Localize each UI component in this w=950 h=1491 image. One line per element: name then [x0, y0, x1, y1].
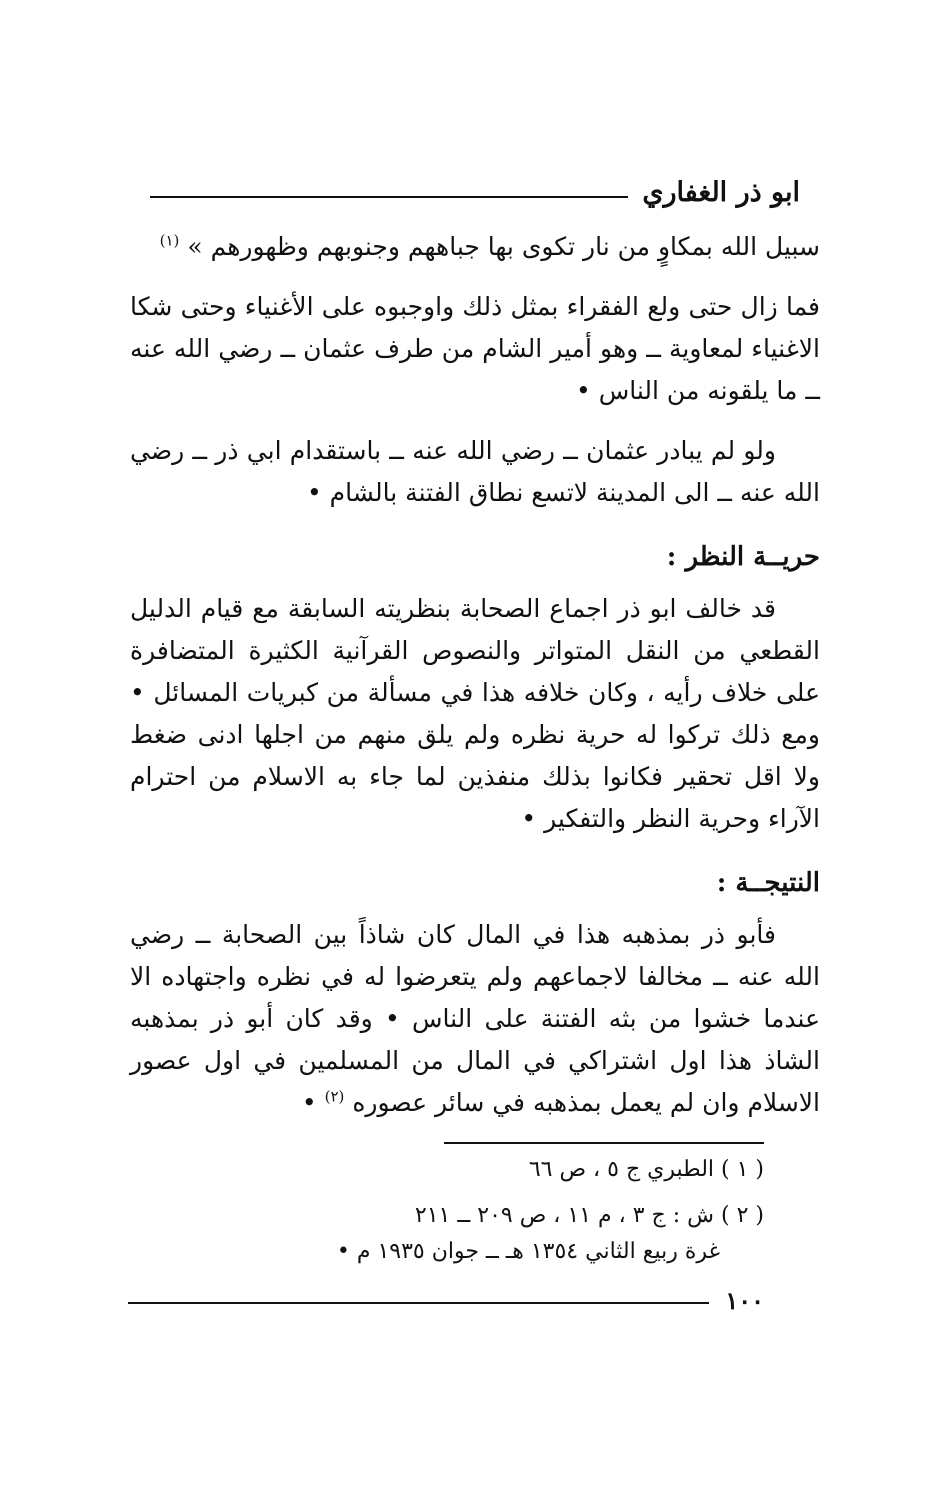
page-footer — [128, 1282, 764, 1318]
paragraph-1 — [130, 226, 820, 268]
footnote-ref-2: (٢) — [324, 1087, 345, 1106]
running-header — [150, 172, 800, 212]
footnote-2-line-1: ( ٢ ) ش : ج ٣ ، م ١١ ، ص ٢٠٩ ــ ٢١١ — [414, 1203, 764, 1228]
footer-rule — [128, 1302, 709, 1304]
paragraph-4: قد خالف ابو ذر اجماع الصحابة بنظريته السابقة مع قيام الدليل القطعي من النقل المتواتر والنصوص القرآنية الكثيرة المتضافرة على خلاف رأيه ، وكان خلافه هذا في مسألة من كبريات المسائل • ومع ذلك تركوا له حرية نظره ولم يلق منهم من اجلها ادنى ضغط ولا اقل تحقير فكانوا بذلك منفذين لما جاء به الاسلام من احترام الآراء وحرية النظر والتفكير • — [130, 594, 820, 833]
page-number: ١٠٠ — [725, 1285, 764, 1315]
footnote-2 — [164, 1198, 764, 1270]
paragraph-1-text: سبيل الله بمكاوٍ من نار تكوى بها جباههم وجنوبهم وظهورهم » — [187, 232, 820, 261]
footnotes — [164, 1152, 764, 1280]
footnote-rule — [444, 1142, 764, 1144]
paragraph-5 — [130, 914, 820, 1124]
running-title: ابو ذر الغفاري — [642, 176, 800, 208]
paragraph-3: ولو لم يبادر عثمان ــ رضي الله عنه ــ باستقدام ابي ذر ــ رضي الله عنه ــ الى المدينة لاتسع نطاق الفتنة بالشام • — [130, 436, 820, 507]
section-heading-freedom: حريــة النظر : — [666, 542, 820, 572]
footnote-ref-1: (١) — [159, 231, 180, 250]
footnote-1: ( ١ ) الطبري ج ٥ ، ص ٦٦ — [528, 1157, 764, 1182]
section-heading-result: النتيجــة : — [716, 868, 820, 898]
main-text — [130, 226, 820, 1142]
header-rule — [150, 196, 628, 198]
paragraph-2: فما زال حتى ولع الفقراء بمثل ذلك واوجبوه على الأغنياء وحتى شكا الاغنياء لمعاوية ــ وهو أمير الشام من طرف عثمان ــ رضي الله عنه ــ ما يلقونه من الناس • — [130, 292, 820, 405]
paragraph-5-text: فأبو ذر بمذهبه هذا في المال كان شاذاً بين الصحابة ــ رضي الله عنه ــ مخالفا لاجماعهم ولم يتعرضوا له في نظره واجتهاده الا عندما خشوا من بثه الفتنة على الناس • وقد كان أبو ذر بمذهبه الشاذ هذا اول اشتراكي في المال من المسلمين في اول عصور الاسلام وان لم يعمل بمذهبه في سائر عصوره — [130, 920, 820, 1117]
footnote-2-line-2: غرة ربيع الثاني ١٣٥٤ هـ ــ جوان ١٩٣٥ م • — [336, 1239, 720, 1264]
paragraph-5-end: • — [301, 1088, 317, 1117]
